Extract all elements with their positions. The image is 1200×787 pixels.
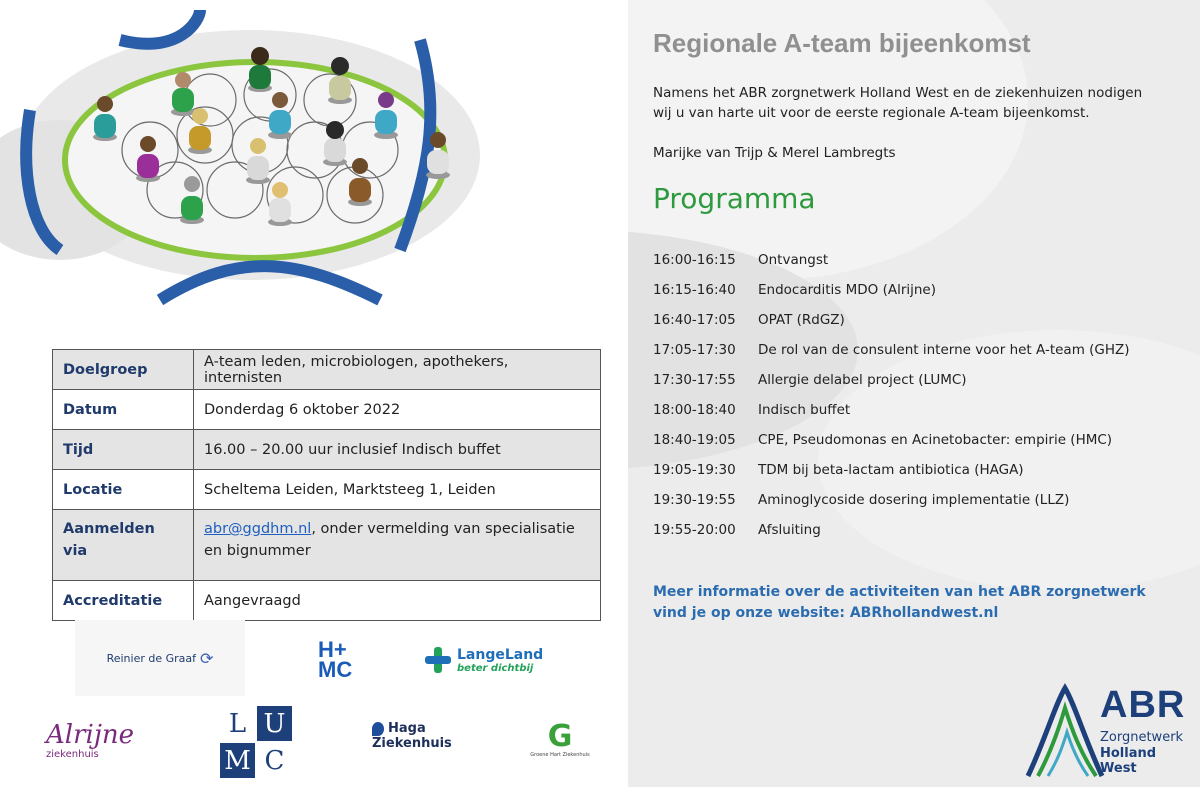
accreditatie-label: Accreditatie	[53, 581, 194, 621]
langeland-logo	[425, 640, 545, 680]
schedule-label: TDM bij beta-lactam antibiotica (HAGA)	[758, 462, 1024, 478]
schedule-time: 18:40-19:05	[653, 432, 736, 448]
schedule-time: 19:05-19:30	[653, 462, 736, 478]
schedule-label: OPAT (RdGZ)	[758, 312, 845, 328]
intro-text: Namens het ABR zorgnetwerk Holland West en de ziekenhuizen nodigen wij u van harte uit voor de eerste regionale A-team bijeenkomst.	[653, 85, 1143, 121]
abr-line1: Zorgnetwerk	[1100, 730, 1184, 745]
email-link[interactable]: abr@ggdhm.nl	[204, 521, 312, 537]
haga-logo	[372, 712, 472, 760]
schedule-time: 16:15-16:40	[653, 282, 736, 298]
tijd-label: Tijd	[53, 430, 194, 470]
list-item	[653, 462, 1173, 492]
schedule-time: 17:30-17:55	[653, 372, 736, 388]
langeland-name: LangeLand	[457, 646, 544, 663]
schedule-time: 16:40-17:05	[653, 312, 736, 328]
doelgroep-value: A-team leden, microbiologen, apothekers, internisten	[194, 350, 601, 390]
schedule-label: Afsluiting	[758, 522, 821, 538]
list-item	[653, 402, 1173, 432]
abr-line2: Holland West	[1100, 746, 1157, 776]
schedule-time: 17:05-17:30	[653, 342, 736, 358]
authors: Marijke van Trijp & Merel Lambregts	[653, 145, 896, 161]
page-title: Regionale A-team bijeenkomst	[653, 28, 1031, 58]
schedule-time: 19:30-19:55	[653, 492, 736, 508]
schedule-time: 16:00-16:15	[653, 252, 736, 268]
list-item	[653, 372, 1173, 402]
hmc-logo	[318, 638, 368, 682]
table-row	[53, 430, 601, 470]
hmc-top: H+	[318, 637, 347, 662]
table-row	[53, 390, 601, 430]
schedule-label: Ontvangst	[758, 252, 829, 268]
schedule-time: 18:00-18:40	[653, 402, 736, 418]
plus-icon	[425, 647, 451, 673]
schedule-label: Allergie delabel project (LUMC)	[758, 372, 967, 388]
list-item	[653, 252, 1173, 282]
datum-label: Datum	[53, 390, 194, 430]
schedule-label: De rol van de consulent interne voor het A-team (GHZ)	[758, 342, 1130, 358]
reinier-de-graaf-logo	[75, 620, 245, 696]
schedule-time: 19:55-20:00	[653, 522, 736, 538]
lumc-l: L	[220, 706, 255, 741]
list-item	[653, 312, 1173, 342]
haga-bottom: Ziekenhuis	[372, 736, 452, 751]
accreditatie-value: Aangevraagd	[194, 581, 601, 621]
schedule-label: Indisch buffet	[758, 402, 851, 418]
leaf-icon	[372, 722, 384, 736]
swoosh-icon: ⟳	[200, 648, 214, 668]
rdg-name: Reinier de Graaf	[106, 651, 197, 665]
aanmelden-rest: , onder vermelding van specialisatie en bignummer	[204, 521, 575, 559]
schedule-list	[653, 252, 1173, 552]
datum-value: Donderdag 6 oktober 2022	[194, 390, 601, 430]
programma-heading: Programma	[653, 182, 816, 215]
schedule-label: Endocarditis MDO (Alrijne)	[758, 282, 937, 298]
list-item	[653, 492, 1173, 522]
more-info-line2[interactable]: vind je op onze website: ABRhollandwest.nl	[653, 605, 999, 621]
aanmelden-value	[194, 510, 601, 581]
list-item	[653, 522, 1173, 552]
abr-triangle-icon	[1020, 680, 1110, 780]
lumc-m: M	[220, 743, 255, 778]
abr-big: ABR	[1100, 684, 1186, 726]
locatie-value: Scheltema Leiden, Marktsteeg 1, Leiden	[194, 470, 601, 510]
more-info-line1: Meer informatie over de activiteiten van het ABR zorgnetwerk	[653, 584, 1146, 600]
doelgroep-label: Doelgroep	[53, 350, 194, 390]
table-row	[53, 470, 601, 510]
schedule-label: CPE, Pseudomonas en Acinetobacter: empirie (HMC)	[758, 432, 1113, 448]
more-info	[653, 582, 1153, 624]
lumc-u: U	[257, 706, 292, 741]
table-row	[53, 581, 601, 621]
alrijne-logo	[46, 712, 166, 768]
event-info-table	[52, 349, 601, 621]
schedule-label: Aminoglycoside dosering implementatie (LLZ)	[758, 492, 1070, 508]
g-icon: G	[547, 719, 573, 754]
locatie-label: Locatie	[53, 470, 194, 510]
abr-logo	[1020, 680, 1190, 780]
groene-hart-name: Groene Hart Ziekenhuis	[530, 752, 590, 758]
alrijne-sub: ziekenhuis	[46, 748, 99, 760]
lumc-c: C	[257, 743, 292, 778]
alrijne-name: Alrijne	[46, 719, 135, 750]
lumc-logo	[216, 706, 296, 778]
list-item	[653, 432, 1173, 462]
hmc-bottom: MC	[318, 657, 353, 682]
table-row	[53, 510, 601, 581]
haga-top: Haga	[388, 721, 426, 736]
aanmelden-label: Aanmelden via	[53, 510, 194, 581]
langeland-slogan: beter dichtbij	[457, 662, 534, 674]
network-people-illustration	[0, 0, 628, 340]
table-row	[53, 350, 601, 390]
list-item	[653, 282, 1173, 312]
tijd-value: 16.00 – 20.00 uur inclusief Indisch buffet	[194, 430, 601, 470]
list-item	[653, 342, 1173, 372]
groene-hart-logo	[520, 715, 600, 765]
